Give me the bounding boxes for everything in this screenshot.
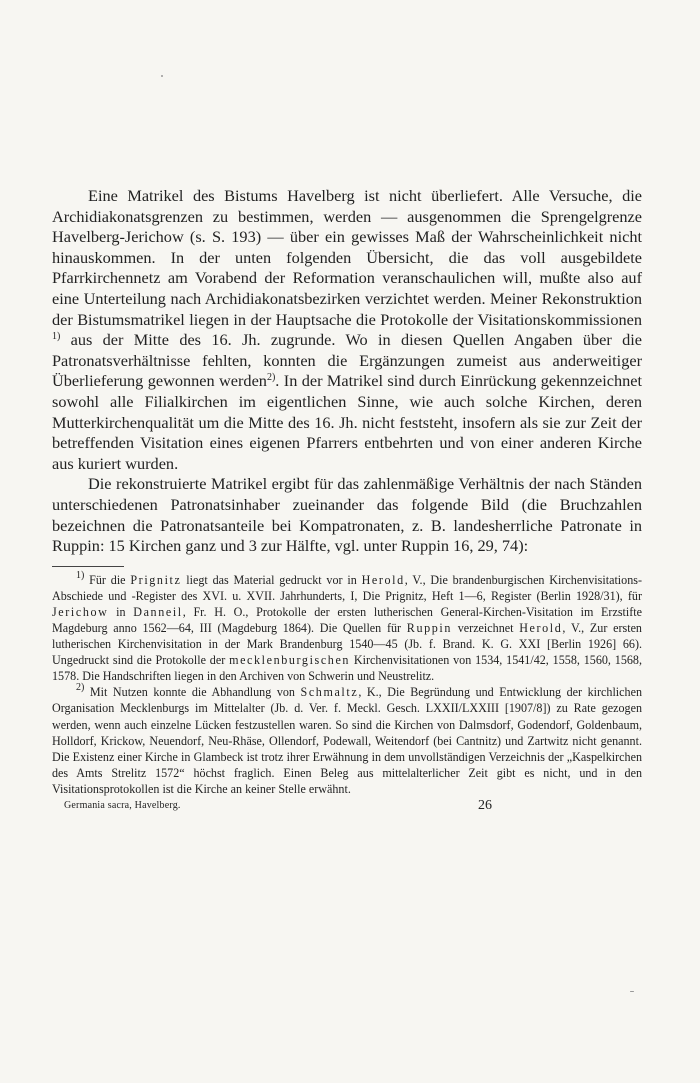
text-run: Für die [84, 572, 131, 587]
footnote-marker: 2) [76, 682, 85, 694]
footnote-marker: 2) [266, 372, 276, 384]
page [52, 186, 642, 818]
text-run: , K., Die Begründung und Entwicklung der kirchlichen Organisation Mecklenburgs im Mittelalter (Jb. d. Ver. f. Meckl. Gesch. LXXII/LXXIII [1907/8]) zu Rate gezogen werden, wenn auch einzelne Lücken festzustellen waren. So sind die Kirchen von Dalmsdorf, Godendorf, Goldenbaum, Holldorf, Krickow, Neuendorf, Neu-Rhäse, Ollendorf, Podewall, Weitendorf (bei Cantnitz) und Zartwitz nicht genannt. Die Existenz einer Kirche in Glambeck ist trotz ihrer Erwähnung in dem unvollständigen Verzeichnis der „Kaspelkirchen des Amts Strelitz 1572“ höchst fraglich. Einen Beleg aus mittelalterlicher Zeit gibt es nicht, und in den Visitationsprotokollen ist die Kirche an keiner Stelle erwähnt. [52, 685, 642, 796]
spaced-name: Schmaltz [300, 685, 359, 700]
spaced-name: mecklenburgischen [229, 653, 351, 668]
text-run: in [108, 604, 134, 619]
page-number: 26 [478, 798, 492, 813]
footnote [52, 569, 642, 685]
text-run: aus der Mitte des 16. Jh. zugrunde. Wo in diesen Quellen Angaben über die Patronatsverhältnisse fehlten, konnten die Ergänzungen zumeist aus anderweitiger Überlieferung gewonnen werden [52, 330, 642, 391]
text-run: , V., Zur ersten lutherischen Kirchenvisitation in der Mark Brandenburg 1540—45 (Jb. f. Brand. K. G. XXI [Berlin 1926] 66). Ungedruckt sind die Protokolle der [52, 620, 642, 668]
footnotes [52, 569, 642, 797]
spaced-name: Danneil [133, 604, 183, 619]
paper-speck [630, 991, 634, 992]
spaced-name: Ruppin [406, 620, 453, 635]
spaced-name: Jerichow [52, 604, 109, 619]
text-run: Mit Nutzen konnte die Abhandlung von [84, 685, 301, 700]
footnote-marker: 1) [52, 331, 61, 343]
paragraph [52, 186, 642, 474]
text-run: Kirchenvisitationen von 1534, 1541/42, 1558, 1560, 1568, 1578. Die Handschriften liegen in den Archiven von Schwerin und Neustrelitz. [52, 653, 642, 684]
footnote [52, 684, 642, 797]
text-run: , Fr. H. O., Protokolle der ersten lutherischen General-Kirchen-Visitation im Erzstifte Magdeburg anno 1562—64, III (Magdeburg 1864). Die Quellen für [52, 604, 642, 635]
spaced-name: Herold [361, 572, 405, 587]
page-footer [52, 798, 642, 818]
text-run: verzeichnet [452, 620, 520, 635]
body-text [52, 186, 642, 557]
text-run: . In der Matrikel sind durch Einrückung gekennzeichnet sowohl alle Filialkirchen im eigentlichen Sinne, wie auch solche Kirchen, deren Mutterkirchenqualität um die Mitte des 16. Jh. nicht feststeht, insofern als sie zur Zeit der betreffenden Visitation eines eigenen Pfarrers entbehrten und von einer anderen Kirche aus kuriert wurden. [52, 371, 643, 473]
paper-speck [161, 75, 163, 77]
text-run: liegt das Material gedruckt vor in [181, 572, 362, 587]
spaced-name: Herold [519, 620, 563, 635]
footnote-marker: 1) [76, 569, 85, 581]
text-run: , V., Die brandenburgischen Kirchenvisitations-Abschiede und -Register des XVI. u. XVII. Jahrhunderts, I, Die Prignitz, Heft 1—6, Register (Berlin 1928/31), für [52, 572, 642, 603]
signature-mark: Germania sacra, Havelberg. [64, 800, 181, 811]
text-run: Die rekonstruierte Matrikel ergibt für das zahlenmäßige Verhältnis der nach Ständen unterschiedenen Patronatsinhaber zueinander das folgende Bild (die Bruchzahlen bezeichnen die Patronatsanteile bei Kompatronaten, z. B. landesherrliche Patronate in Ruppin: 15 Kirchen ganz und 3 zur Hälfte, vgl. unter Ruppin 16, 29, 74): [52, 474, 642, 556]
paragraph [52, 474, 642, 556]
footnote-rule [52, 566, 124, 567]
spaced-name: Prignitz [130, 572, 182, 587]
text-run: Eine Matrikel des Bistums Havelberg ist nicht überliefert. Alle Versuche, die Archidiakonatsgrenzen zu bestimmen, werden — ausgenommen die Sprengelgrenze Havelberg-Jerichow (s. S. 193) — über ein gewisses Maß der Wahrscheinlichkeit nicht hinauskommen. In der unten folgenden Übersicht, die das voll ausgebildete Pfarrkirchennetz am Vorabend der Reformation veranschaulichen will, mußte also auf eine Unterteilung nach Archidiakonatsbezirken verzichtet werden. Meiner Rekonstruktion der Bistumsmatrikel liegen in der Hauptsache die Protokolle der Visitationskommissionen [52, 186, 642, 329]
